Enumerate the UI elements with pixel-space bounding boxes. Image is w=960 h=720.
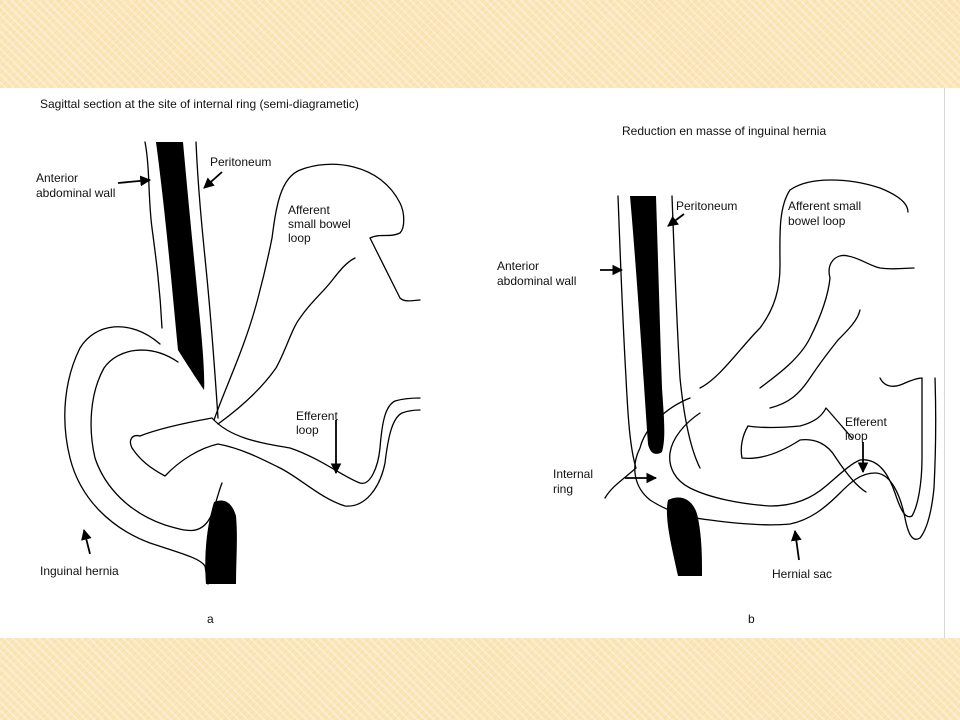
figure-a-label-efferent-2: loop (296, 423, 319, 437)
figure-b-label-afferent-2: bowel loop (788, 214, 846, 228)
figure-b-peritoneum-line (672, 196, 700, 468)
figure-b-caption: b (748, 612, 755, 626)
figure-b-label-efferent-2: loop (845, 429, 868, 443)
figure-a-label-afferent-1: Afferent (288, 203, 330, 217)
figure-b-label-internal-2: ring (553, 482, 574, 496)
figure-b-efferent-loop-2 (748, 408, 852, 438)
figure-a-label-inguinal-hernia: Inguinal hernia (40, 564, 119, 578)
figure-b-label-internal-1: Internal (553, 467, 594, 481)
figure-a-title: Sagittal section at the site of internal ring (semi-diagrametic) (40, 97, 359, 111)
figure-b-abdominal-wall (605, 196, 636, 498)
figure-b-label-efferent-1: Efferent (845, 415, 887, 429)
figure-a-arrow-peritoneum (204, 172, 222, 188)
figure-a-abdominal-wall-upper (145, 142, 162, 328)
figure-a-peritoneum-band-lower (205, 501, 237, 584)
figure-a-label-anterior-1: Anterior (36, 171, 79, 185)
figure-b-sac-loop (880, 378, 922, 386)
figure-b-peritoneum-band-lower (667, 497, 702, 576)
figure-a-arrow-hernia (84, 530, 90, 554)
figure-a-peritoneum-band-upper (156, 142, 204, 390)
figure-a-label-afferent-2: small bowel (288, 217, 351, 231)
figure-b-title: Reduction en masse of inguinal hernia (622, 124, 827, 138)
figure-a-efferent-loop (140, 398, 420, 483)
hernia-diagram (0, 88, 960, 638)
figure-a-loop-tip (130, 436, 140, 448)
figure-b-label-peritoneum: Peritoneum (676, 199, 738, 213)
figure-b-peritoneum-band-upper (630, 196, 664, 454)
figure-b-label-anterior-2: abdominal wall (497, 274, 577, 288)
figure-b-afferent-loop-2 (760, 255, 914, 388)
figure-b (497, 124, 936, 626)
figure-b-label-anterior-1: Anterior (497, 259, 540, 273)
figure-a-caption: a (207, 612, 214, 626)
figure-a-afferent-loop-inner (218, 258, 355, 424)
figure-a-efferent-loop-inner (132, 410, 420, 506)
figure-b-afferent-loop-3 (770, 310, 860, 408)
figure-b-arrow-peritoneum (668, 214, 684, 226)
figure-a-label-anterior-2: abdominal wall (36, 186, 116, 200)
figure-b-efferent-loop (742, 440, 866, 492)
figure-b-arrow-hernial-sac (795, 531, 799, 560)
figure-b-label-hernial-sac: Hernial sac (772, 567, 833, 581)
figure-a-label-efferent-1: Efferent (296, 409, 338, 423)
figure-b-efferent-tip (741, 426, 748, 458)
figure-a-label-peritoneum: Peritoneum (210, 155, 272, 169)
figure-a (36, 97, 420, 626)
figure-a-arrow-anterior (118, 180, 150, 183)
figure-a-hernia-outer (65, 327, 208, 584)
figure-a-label-afferent-3: loop (288, 231, 311, 245)
figure-b-sac-inner (670, 378, 922, 517)
figure-b-label-afferent-1: Afferent small (788, 199, 862, 213)
